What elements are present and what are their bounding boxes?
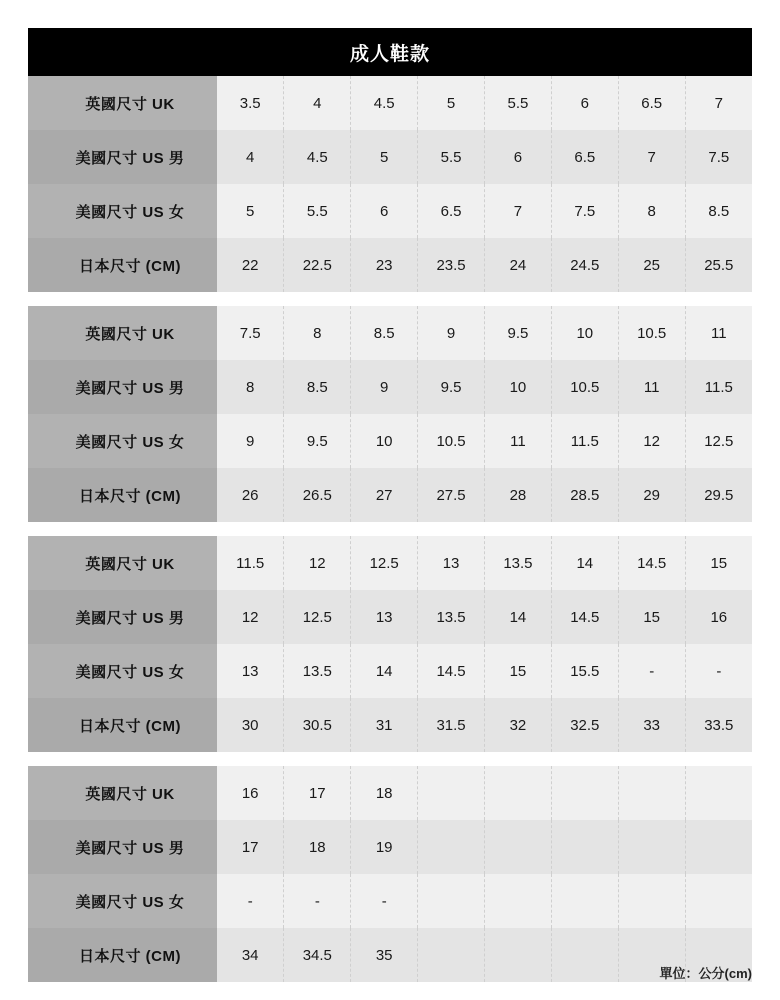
size-block-3 <box>28 536 752 752</box>
cell: 22 <box>217 238 284 292</box>
cell: 6.5 <box>551 130 618 184</box>
row-label-us-women: 美國尺寸 US 女 <box>28 184 217 238</box>
cell: 9.5 <box>284 414 351 468</box>
cell-empty <box>418 766 485 820</box>
cell: 4.5 <box>284 130 351 184</box>
cell-empty <box>551 820 618 874</box>
cell: 26 <box>217 468 284 522</box>
cell: 11 <box>685 306 752 360</box>
cell-empty <box>618 820 685 874</box>
cell: - <box>685 644 752 698</box>
cell: 12 <box>618 414 685 468</box>
cell: 32.5 <box>551 698 618 752</box>
table-row <box>28 468 752 522</box>
cell: 18 <box>351 766 418 820</box>
cell: 4 <box>284 76 351 130</box>
table-row <box>28 874 752 928</box>
cell: 22.5 <box>284 238 351 292</box>
row-label-us-women: 美國尺寸 US 女 <box>28 874 217 928</box>
cell: - <box>217 874 284 928</box>
cell: 6 <box>551 76 618 130</box>
cell: 23 <box>351 238 418 292</box>
cell: 19 <box>351 820 418 874</box>
cell: 10.5 <box>551 360 618 414</box>
table-row <box>28 238 752 292</box>
cell: 27.5 <box>418 468 485 522</box>
cell: 34 <box>217 928 284 982</box>
cell: 13 <box>217 644 284 698</box>
cell-empty <box>485 928 552 982</box>
cell: 14 <box>351 644 418 698</box>
table-row <box>28 360 752 414</box>
table-row <box>28 414 752 468</box>
row-label-uk: 英國尺寸 UK <box>28 306 217 360</box>
cell: 4.5 <box>351 76 418 130</box>
size-block-4 <box>28 766 752 982</box>
cell: 15 <box>485 644 552 698</box>
table-row <box>28 644 752 698</box>
cell: 25.5 <box>685 238 752 292</box>
row-label-us-men: 美國尺寸 US 男 <box>28 820 217 874</box>
cell: 23.5 <box>418 238 485 292</box>
cell: 29 <box>618 468 685 522</box>
cell: 4 <box>217 130 284 184</box>
size-table-1 <box>28 76 752 292</box>
cell: 28.5 <box>551 468 618 522</box>
cell: 24 <box>485 238 552 292</box>
cell: 15 <box>618 590 685 644</box>
cell: 13 <box>418 536 485 590</box>
row-label-us-women: 美國尺寸 US 女 <box>28 414 217 468</box>
cell: 8.5 <box>685 184 752 238</box>
table-row <box>28 928 752 982</box>
cell: 7 <box>685 76 752 130</box>
cell: 17 <box>284 766 351 820</box>
row-label-us-women: 美國尺寸 US 女 <box>28 644 217 698</box>
cell-empty <box>618 766 685 820</box>
cell: 13 <box>351 590 418 644</box>
cell: 5 <box>217 184 284 238</box>
cell: 15 <box>685 536 752 590</box>
cell: 17 <box>217 820 284 874</box>
cell-empty <box>551 928 618 982</box>
cell: 18 <box>284 820 351 874</box>
cell: 30 <box>217 698 284 752</box>
cell: 14 <box>485 590 552 644</box>
row-label-jp-cm: 日本尺寸 (CM) <box>28 698 217 752</box>
cell: 15.5 <box>551 644 618 698</box>
cell: 26.5 <box>284 468 351 522</box>
cell: 7.5 <box>551 184 618 238</box>
unit-footnote: 單位：公分(cm) <box>659 966 752 981</box>
cell-empty <box>551 874 618 928</box>
cell-empty <box>418 874 485 928</box>
cell: 12 <box>217 590 284 644</box>
cell: 14.5 <box>551 590 618 644</box>
cell-empty <box>685 820 752 874</box>
page-title-text: 成人鞋款 <box>349 43 430 65</box>
cell: 5 <box>418 76 485 130</box>
cell: 5.5 <box>418 130 485 184</box>
size-table-3 <box>28 536 752 752</box>
row-label-us-men: 美國尺寸 US 男 <box>28 360 217 414</box>
table-row <box>28 130 752 184</box>
cell-empty <box>485 766 552 820</box>
cell: 5.5 <box>284 184 351 238</box>
cell: 11.5 <box>217 536 284 590</box>
table-row <box>28 766 752 820</box>
table-row <box>28 698 752 752</box>
cell: 10.5 <box>418 414 485 468</box>
cell: 6 <box>485 130 552 184</box>
cell: 32 <box>485 698 552 752</box>
cell: 29.5 <box>685 468 752 522</box>
cell: 34.5 <box>284 928 351 982</box>
cell: 14.5 <box>618 536 685 590</box>
cell: 8.5 <box>351 306 418 360</box>
size-block-1 <box>28 76 752 292</box>
cell: 16 <box>685 590 752 644</box>
cell: - <box>351 874 418 928</box>
table-row <box>28 820 752 874</box>
row-label-uk: 英國尺寸 UK <box>28 536 217 590</box>
cell: 13.5 <box>284 644 351 698</box>
cell-empty <box>685 874 752 928</box>
cell: 12.5 <box>685 414 752 468</box>
table-row <box>28 306 752 360</box>
cell: 9 <box>351 360 418 414</box>
cell: 12.5 <box>284 590 351 644</box>
cell: 8.5 <box>284 360 351 414</box>
cell: 7.5 <box>217 306 284 360</box>
size-table-4 <box>28 766 752 982</box>
cell: 8 <box>217 360 284 414</box>
cell: 11.5 <box>685 360 752 414</box>
cell: 9.5 <box>485 306 552 360</box>
row-label-us-men: 美國尺寸 US 男 <box>28 130 217 184</box>
cell-empty <box>418 820 485 874</box>
cell: 5 <box>351 130 418 184</box>
cell: 9.5 <box>418 360 485 414</box>
cell: 6 <box>351 184 418 238</box>
row-label-jp-cm: 日本尺寸 (CM) <box>28 468 217 522</box>
cell: 25 <box>618 238 685 292</box>
cell: 9 <box>418 306 485 360</box>
table-row <box>28 184 752 238</box>
cell-empty <box>485 820 552 874</box>
cell-empty <box>551 766 618 820</box>
row-label-us-men: 美國尺寸 US 男 <box>28 590 217 644</box>
cell: - <box>618 644 685 698</box>
cell: 14.5 <box>418 644 485 698</box>
size-table-2 <box>28 306 752 522</box>
cell: 31 <box>351 698 418 752</box>
cell: 10 <box>485 360 552 414</box>
cell: 5.5 <box>485 76 552 130</box>
cell: 11.5 <box>551 414 618 468</box>
cell: 3.5 <box>217 76 284 130</box>
cell: 27 <box>351 468 418 522</box>
cell: 12.5 <box>351 536 418 590</box>
cell-empty <box>485 874 552 928</box>
cell-empty <box>418 928 485 982</box>
cell: 12 <box>284 536 351 590</box>
size-block-2 <box>28 306 752 522</box>
cell: 33.5 <box>685 698 752 752</box>
cell: 31.5 <box>418 698 485 752</box>
row-label-uk: 英國尺寸 UK <box>28 76 217 130</box>
cell: 7 <box>618 130 685 184</box>
cell: 11 <box>618 360 685 414</box>
cell: 7.5 <box>685 130 752 184</box>
cell-empty <box>685 766 752 820</box>
table-row <box>28 536 752 590</box>
cell: 6.5 <box>418 184 485 238</box>
cell: 35 <box>351 928 418 982</box>
cell: 16 <box>217 766 284 820</box>
cell: 11 <box>485 414 552 468</box>
cell: - <box>284 874 351 928</box>
cell: 13.5 <box>418 590 485 644</box>
table-row <box>28 76 752 130</box>
cell: 8 <box>618 184 685 238</box>
cell-empty <box>618 874 685 928</box>
cell: 10 <box>351 414 418 468</box>
cell: 10.5 <box>618 306 685 360</box>
cell: 28 <box>485 468 552 522</box>
table-row <box>28 590 752 644</box>
cell: 13.5 <box>485 536 552 590</box>
cell: 24.5 <box>551 238 618 292</box>
cell: 8 <box>284 306 351 360</box>
row-label-jp-cm: 日本尺寸 (CM) <box>28 928 217 982</box>
row-label-jp-cm: 日本尺寸 (CM) <box>28 238 217 292</box>
row-label-uk: 英國尺寸 UK <box>28 766 217 820</box>
cell: 7 <box>485 184 552 238</box>
cell: 10 <box>551 306 618 360</box>
cell: 14 <box>551 536 618 590</box>
cell: 33 <box>618 698 685 752</box>
cell: 9 <box>217 414 284 468</box>
cell: 6.5 <box>618 76 685 130</box>
cell: 30.5 <box>284 698 351 752</box>
page-title <box>28 28 752 76</box>
